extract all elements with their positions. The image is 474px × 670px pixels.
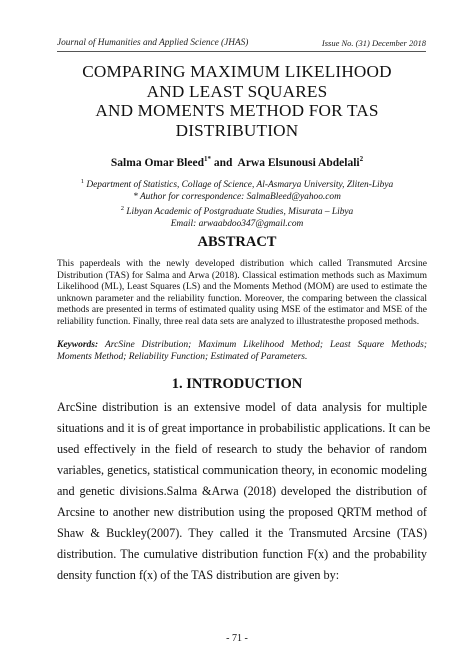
- introduction-body: [57, 397, 431, 586]
- affiliation-2-sup: 2: [120, 205, 124, 213]
- correspondence: * Author for correspondence: SalmaBleed@yahoo.com: [133, 191, 341, 202]
- intro-line: distribution. The cumulative distribution function F(x) and the probability: [57, 547, 427, 561]
- author-1: Salma Omar Bleed: [110, 156, 204, 169]
- affiliations: [40, 176, 434, 231]
- keywords: [57, 340, 427, 364]
- author-line: [40, 155, 434, 169]
- intro-line: situations and it is of great importance in probabilistic applications. It can be: [57, 421, 431, 435]
- introduction-heading: 1. INTRODUCTION: [171, 376, 303, 392]
- title-line-4: DISTRIBUTION: [175, 120, 299, 140]
- keywords-label: Keywords:: [57, 340, 99, 350]
- running-header: [57, 38, 426, 52]
- intro-line: and genetic divisions.Salma &Arwa (2018) developed the distribution of: [57, 484, 427, 498]
- title-line-2: AND LEAST SQUARES: [146, 81, 328, 101]
- intro-line: variables, genetics, statistical communication theory, in economic modeling: [57, 463, 427, 477]
- intro-line: Arcsine to another new distribution using the proposed QRTM method of: [57, 505, 427, 519]
- email: Email: arwaabdoo347@gmail.com: [170, 219, 304, 230]
- intro-line: ArcSine distribution is an extensive model of data analysis for multiple: [57, 400, 427, 414]
- paper-title: [40, 62, 434, 140]
- keywords-text: ArcSine Distribution; Maximum Likelihood Method; Least Square Methods; Moments Method; Reliability Function; Estimated of Parameters.: [57, 340, 427, 362]
- author-2-sup: 2: [359, 155, 364, 163]
- affiliation-1-text: Department of Statistics, Collage of Science, Al-Asmarya University, Zliten-Libya: [84, 180, 394, 191]
- journal-name: Journal of Humanities and Applied Science (JHAS): [57, 38, 249, 48]
- abstract-text: This paperdeals with the newly developed distribution which called Transmuted Arcsine Distribution (TAS) for Salma and Arwa (2018). Classical estimation methods such as Maximum Likelihood (ML), Least Squares (LS) and the Moments Method (MOM) are used to estimate the unknown parameter and the reliability function. Moreover, the comparing between the classical methods are presented in terms of estimated quality using MSE of the estimator and MSE of the reliability function. Finally, three real data sets are analyzed to illustratesthe proposed methods.: [57, 259, 427, 327]
- intro-line: used effectively in the field of research to study the behavior of random: [57, 442, 427, 456]
- affiliation-1-sup: 1: [80, 178, 85, 185]
- affiliation-2-text: Libyan Academic of Postgraduate Studies, Misurata – Libya: [124, 207, 354, 218]
- author-conj: and: [210, 156, 238, 169]
- title-line-1: COMPARING MAXIMUM LIKELIHOOD: [82, 62, 392, 81]
- affiliation-2: [40, 203, 434, 219]
- abstract-heading: ABSTRACT: [197, 234, 277, 250]
- issue-info: Issue No. (31) December 2018: [321, 38, 426, 48]
- title-line-3: AND MOMENTS METHOD FOR TAS: [95, 101, 379, 120]
- intro-line: Shaw & Buckley(2007). They called it the Transmuted Arcsine (TAS): [57, 526, 427, 540]
- intro-line: density function f(x) of the TAS distribution are given by:: [57, 568, 340, 582]
- author-1-sup: 1*: [203, 155, 211, 163]
- author-2: Arwa Elsunousi Abdelali: [237, 156, 360, 169]
- affiliation-1: [40, 176, 434, 192]
- page-number: - 71 -: [226, 633, 248, 644]
